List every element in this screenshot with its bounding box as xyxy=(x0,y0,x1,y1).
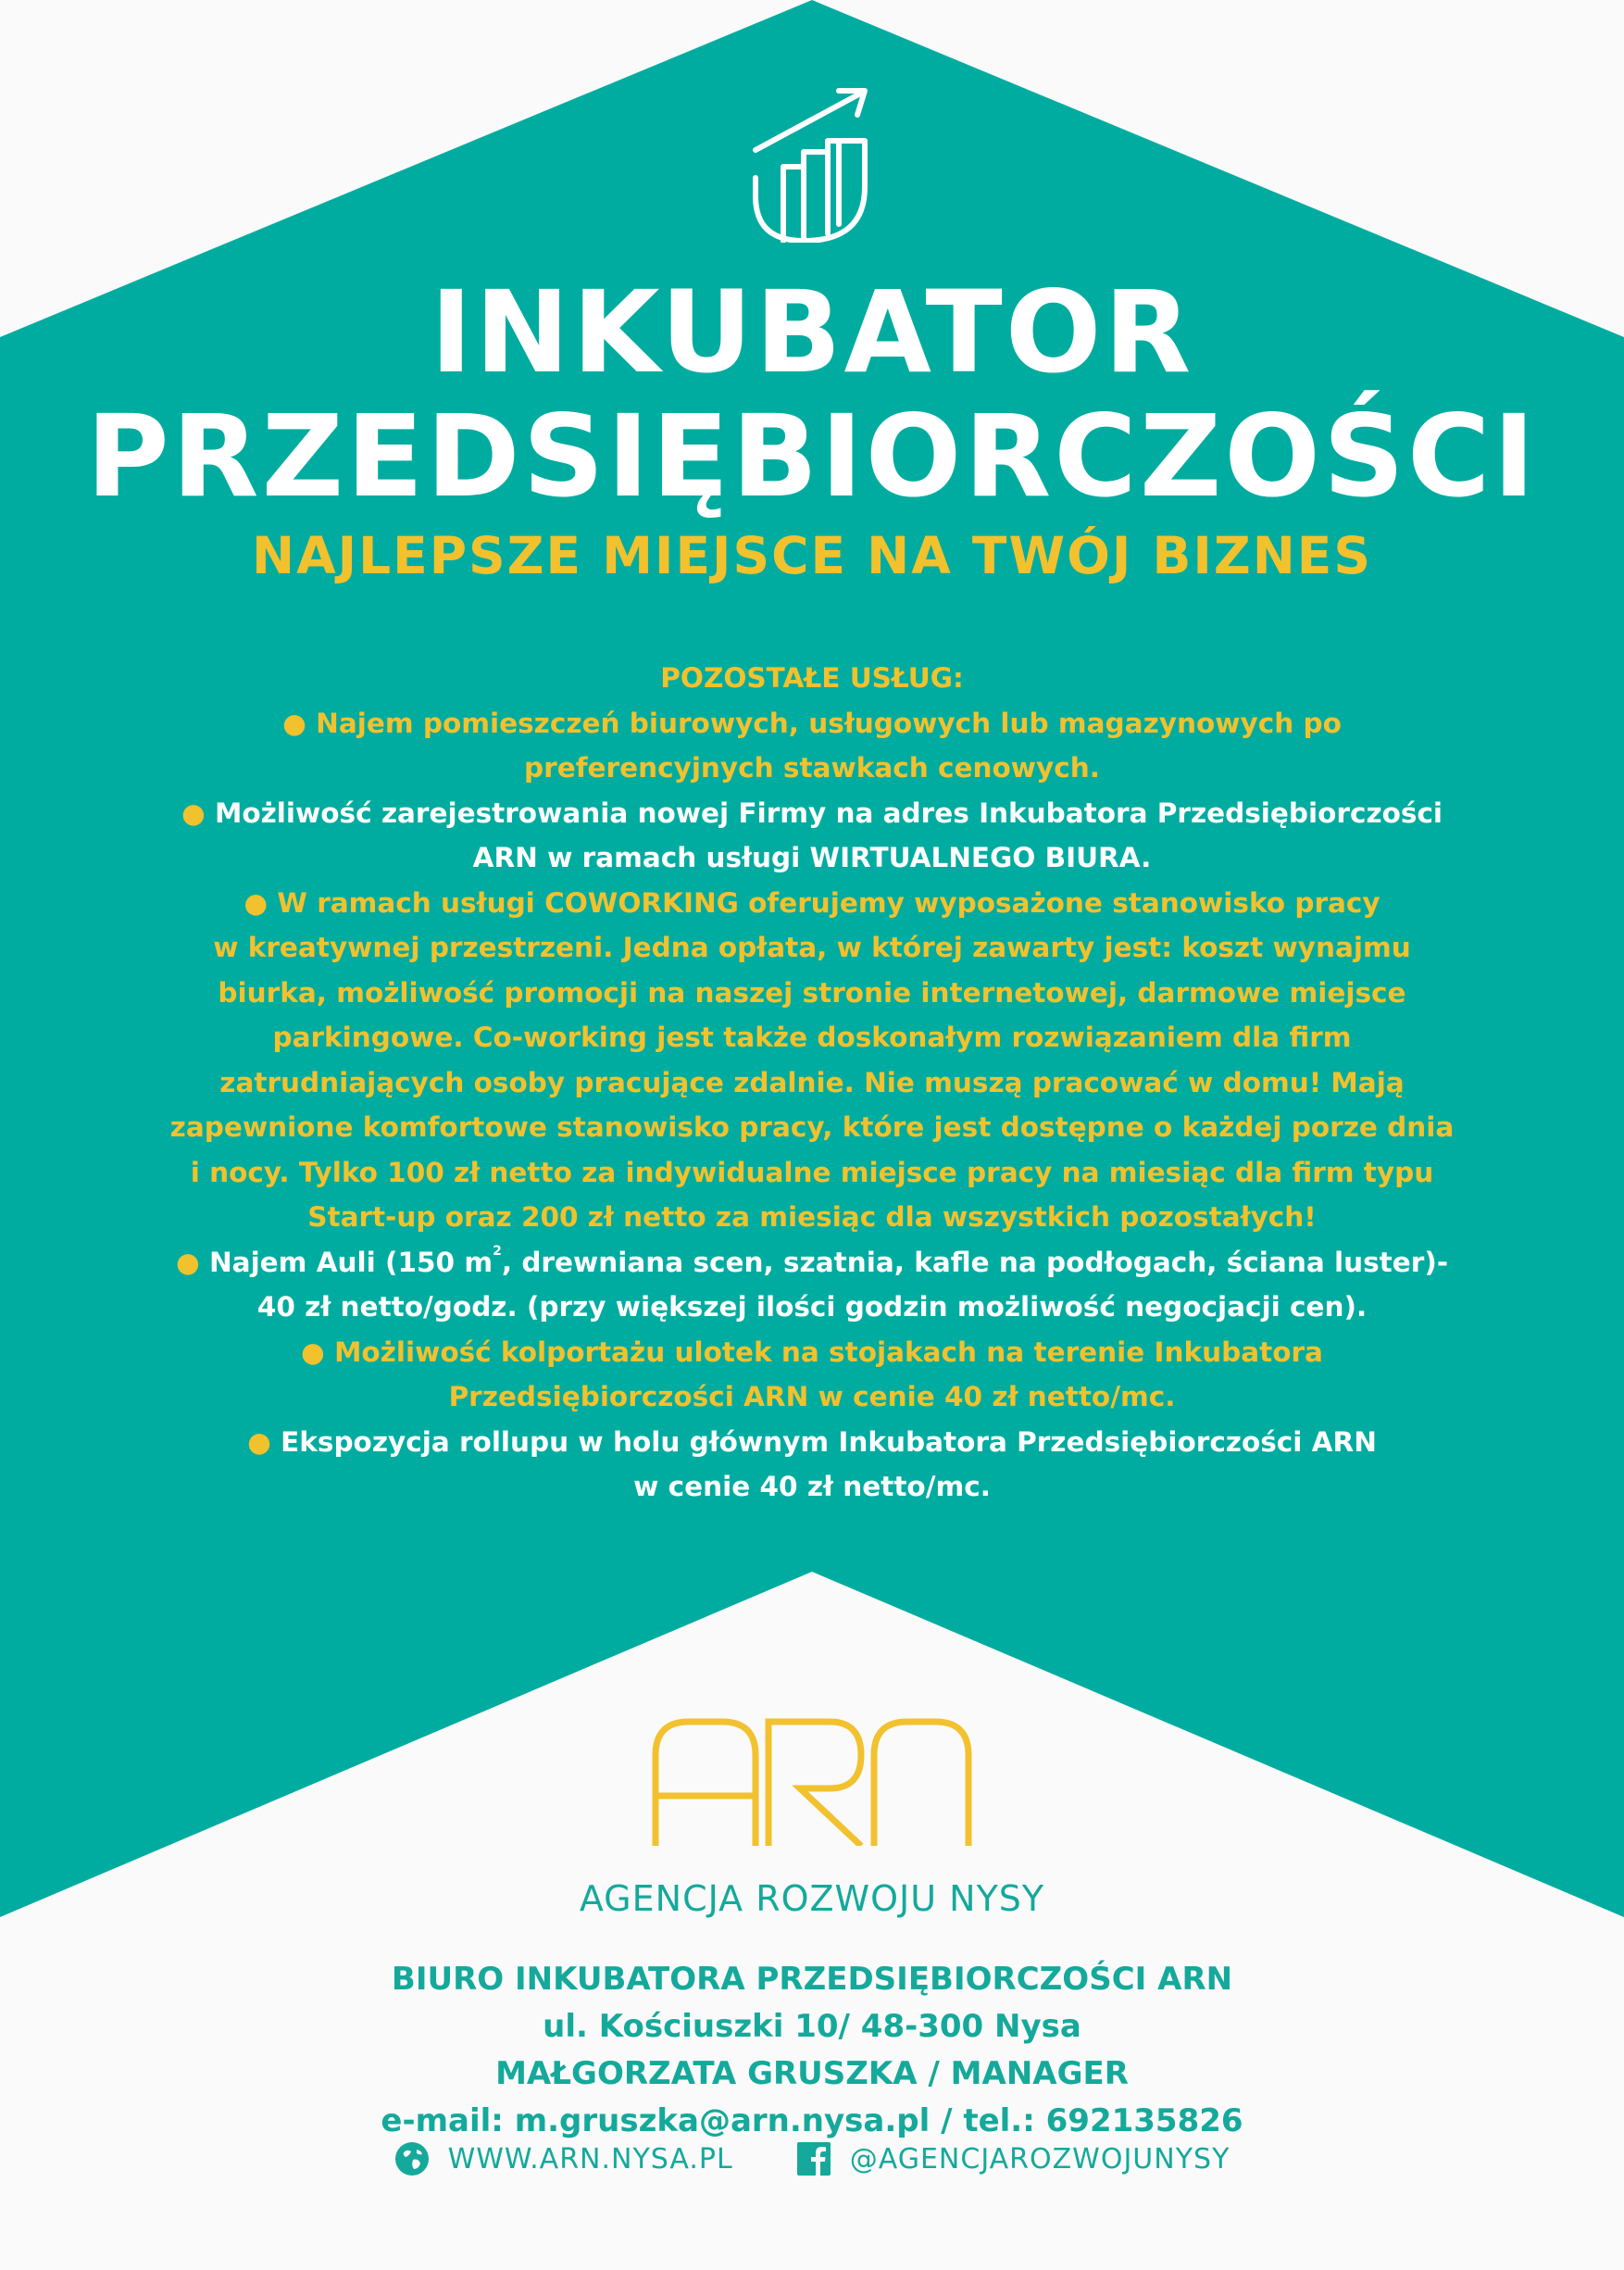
manager: MAŁGORZATA GRUSZKA / MANAGER xyxy=(495,2055,1129,2092)
contact-info xyxy=(0,1956,1624,2145)
service-item-coworking: ● W ramach usługi COWORKING oferujemy wyposażone stanowisko pracy xyxy=(244,886,1380,919)
bullet-icon: ● xyxy=(175,1246,200,1278)
bullet-icon: ● xyxy=(282,707,306,739)
address: ul. Kościuszki 10/ 48-300 Nysa xyxy=(543,2008,1081,2045)
subtitle: NAJLEPSZE MIEJSCE NA TWÓJ BIZNES xyxy=(252,526,1372,585)
service-item-leaflets: ● Możliwość kolportażu ulotek na stojakach na terenie Inkubatora xyxy=(301,1336,1323,1368)
page-title xyxy=(0,267,1624,522)
facebook-icon xyxy=(796,2141,831,2176)
website-link[interactable]: WWW.ARN.NYSA.PL xyxy=(447,2142,733,2176)
footer-links xyxy=(0,2138,1624,2180)
service-item-rollup: ● Ekspozycja rollupu w holu głównym Inkubatora Przedsiębiorczości ARN xyxy=(247,1425,1377,1458)
bullet-icon: ● xyxy=(301,1336,325,1368)
growth-chart-icon xyxy=(746,85,876,243)
services-heading: POZOSTAŁE USŁUG: xyxy=(660,662,964,694)
bullet-icon: ● xyxy=(244,886,269,919)
bullet-icon: ● xyxy=(181,796,206,829)
facebook-link[interactable]: @AGENCJAROZWOJUNYSY xyxy=(849,2142,1230,2176)
arn-logo xyxy=(652,1718,972,1846)
service-item-office-rent: ● Najem pomieszczeń biurowych, usługowych lub magazynowych po xyxy=(282,707,1342,739)
bullet-icon: ● xyxy=(247,1425,271,1458)
title-line-2: PRZEDSIĘBIORCZOŚCI xyxy=(86,391,1538,522)
service-item-virtual-office: ● Możliwość zarejestrowania nowej Firmy na adres Inkubatora Przedsiębiorczości xyxy=(181,796,1443,829)
globe-icon xyxy=(394,2141,430,2176)
office-name: BIURO INKUBATORA PRZEDSIĘBIORCZOŚCI ARN xyxy=(391,1961,1233,1998)
agency-name: AGENCJA ROZWOJU NYSY xyxy=(579,1878,1045,1919)
email-phone: e-mail: m.gruszka@arn.nysa.pl / tel.: 692135826 xyxy=(381,2102,1243,2139)
title-line-1: INKUBATOR xyxy=(430,267,1194,398)
services-section: POZOSTAŁE USŁUG: ● Najem pomieszczeń biurowych, usługowych lub magazynowych po preferencyjnych stawkach cenowych. ● Możliwość zarejestrowania nowej Firmy na adres Inkubatora Przedsiębiorczości ARN w ramach usługi WIRTUALNEGO BIURA. ● W ramach usługi COWORKING oferujemy wyposażone stanowisko pracy w kreatywnej przestrzeni. Jedna opłata, w której zawarty jest: koszt wynajmu biurka, możliwość promocji na naszej stronie internetowej, darmowe miejsce parkingowe. Co-working jest także doskonałym rozwiązaniem dla firm zatrudniających osoby pracujące zdalnie. Nie muszą pracować w domu! Mają zapewnione komfortowe stanowisko pracy, które jest dostępne o każdej porze dnia i nocy. Tylko 100 zł netto za indywidualne miejsce pracy na miesiąc dla firm typu Start-up oraz 200 zł netto za miesiąc dla wszystkich pozostałych! ● Najem Auli (150 $m^2$, drewniana scen, szatnia, kafle na podłogach, ściana luster)- 40 zł netto/godz. (przy większej ilości godzin możliwość negocjacji cen). ● Możliwość kolportażu ulotek na stojakach na terenie Inkubatora Przedsiębiorczości ARN w cenie 40 zł netto/mc. ● Ekspozycja rollupu w holu głównym Inkubatora Przedsiębiorczości ARN w cenie 40 zł netto/mc. xyxy=(0,656,1624,1510)
service-item-aula: ● Najem Auli (150 $m^2$, drewniana scen, szatnia, kafle na podłogach, ściana luster)- xyxy=(175,1243,1449,1278)
